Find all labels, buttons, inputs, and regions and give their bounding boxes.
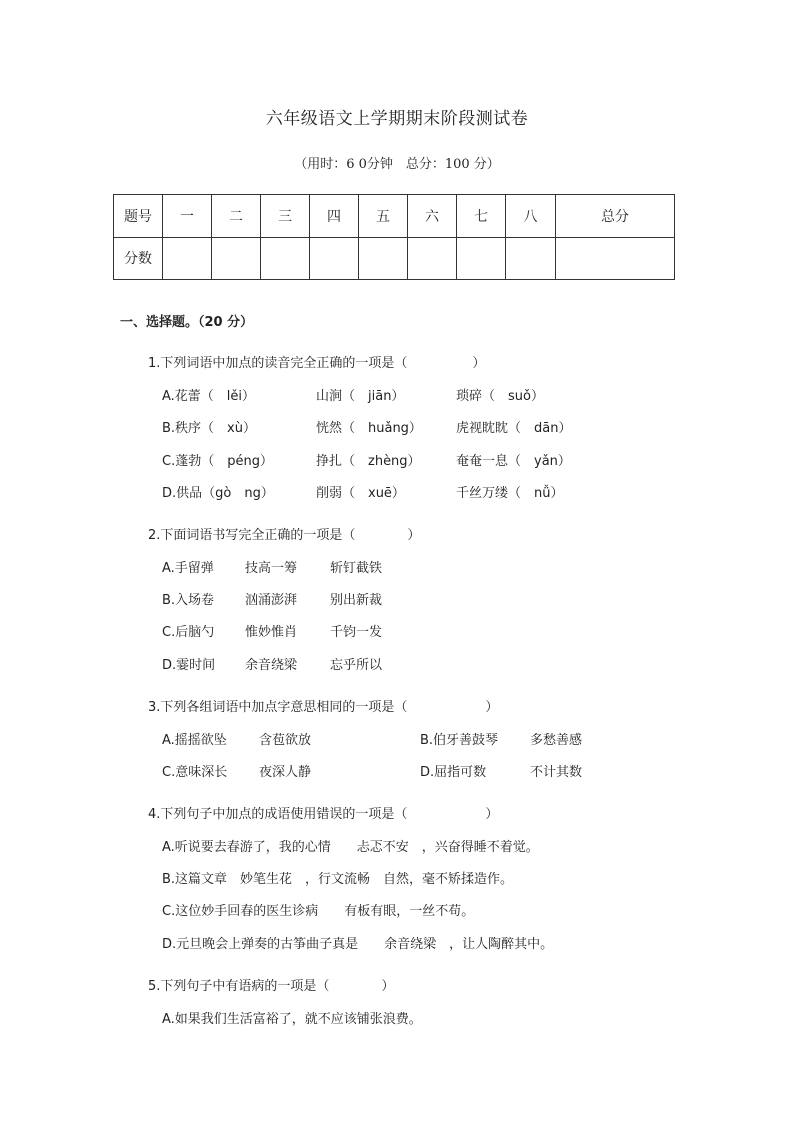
header-cell-8: 八: [506, 195, 556, 238]
question-4-option: D.元旦晚会上弹奏的古筝曲子真是 余音绕梁 ，让人陶醉其中。: [162, 937, 554, 952]
question-1-option: 千丝万缕（ nǚ）: [456, 486, 564, 501]
question-3-option: C.意味深长: [162, 765, 228, 780]
question-1-stem: 1.下列词语中加点的读音完全正确的一项是（ ）: [148, 356, 486, 371]
score-cell: [261, 237, 310, 280]
question-4-option: A.听说要去春游了，我的心情 忐忑不安 ，兴奋得睡不着觉。: [162, 840, 539, 855]
header-cell-4: 四: [310, 195, 359, 238]
question-1-option: 挣扎（ zhèng）: [316, 454, 421, 469]
question-2-option: C.后脑勺: [162, 625, 215, 640]
exam-info: （用时：6 0分钟 总分：100 分）: [294, 157, 500, 172]
score-cell: [359, 237, 408, 280]
score-cell: [310, 237, 359, 280]
page-title: 六年级语文上学期期末阶段测试卷: [265, 109, 529, 129]
question-1-option: C.蓬勃（ péng）: [162, 454, 273, 469]
question-1-option: 奄奄一息（ yǎn）: [456, 454, 571, 469]
question-4-stem: 4.下列句子中加点的成语使用错误的一项是（ ）: [148, 807, 499, 822]
question-2-stem: 2.下面词语书写完全正确的一项是（ ）: [148, 528, 421, 543]
question-3-option: 夜深人静: [259, 765, 312, 780]
question-2-option: 斩钉截铁: [330, 561, 383, 576]
header-cell-5: 五: [359, 195, 408, 238]
question-2-option: B.入场卷: [162, 593, 215, 608]
question-3-stem: 3.下列各组词语中加点字意思相同的一项是（ ）: [148, 700, 499, 715]
score-table-header-row: [114, 195, 675, 238]
score-cell: [457, 237, 506, 280]
question-1-option: 削弱（ xuē）: [316, 486, 405, 501]
question-3-option: B.伯牙善鼓琴: [420, 733, 499, 748]
score-cell: [506, 237, 556, 280]
question-2-option: 惟妙惟肖: [245, 625, 298, 640]
question-3-option: 不计其数: [530, 765, 583, 780]
question-1-option: 山涧（ jiān）: [316, 389, 405, 404]
question-5-option: A.如果我们生活富裕了，就不应该铺张浪费。: [162, 1012, 422, 1027]
question-1-option: D.供品（gò ng）: [162, 486, 274, 501]
score-table-score-row: [114, 237, 675, 280]
question-1-option: B.秩序（ xù）: [162, 421, 256, 436]
score-table: [113, 194, 675, 280]
header-cell-2: 二: [212, 195, 261, 238]
score-row-label: 分数: [114, 237, 163, 280]
header-cell-7: 七: [457, 195, 506, 238]
question-3-option: D.屈指可数: [420, 765, 487, 780]
question-2-option: A.手留弹: [162, 561, 214, 576]
question-3-option: 多愁善感: [530, 733, 583, 748]
question-4-option: B.这篇文章 妙笔生花 ，行文流畅 自然，毫不矫揉造作。: [162, 872, 514, 887]
question-1-option: 虎视眈眈（ dān）: [456, 421, 572, 436]
question-2-option: 技高一筹: [245, 561, 298, 576]
score-cell: [212, 237, 261, 280]
question-2-option: 汹涌澎湃: [245, 593, 298, 608]
question-1-option: 琐碎（ suǒ）: [456, 389, 544, 404]
question-1-option: A.花蕾（ lěi）: [162, 389, 256, 404]
score-cell: [163, 237, 212, 280]
question-2-option: 余音绕梁: [245, 658, 298, 673]
header-cell-1: 一: [163, 195, 212, 238]
question-3-option: A.摇摇欲坠: [162, 733, 227, 748]
question-4-option: C.这位妙手回春的医生诊病 有板有眼，一丝不苟。: [162, 904, 475, 919]
question-5-stem: 5.下列句子中有语病的一项是（ ）: [148, 979, 395, 994]
score-cell: [408, 237, 457, 280]
score-cell-total: [556, 237, 675, 280]
section-title: 一、选择题。（20 分）: [120, 315, 254, 330]
question-3-option: 含苞欲放: [259, 733, 312, 748]
question-1-option: 恍然（ huǎng）: [316, 421, 422, 436]
header-cell-label: 题号: [114, 195, 163, 238]
header-cell-total: 总分: [556, 195, 675, 238]
question-2-option: 千钧一发: [330, 625, 383, 640]
header-cell-6: 六: [408, 195, 457, 238]
header-cell-3: 三: [261, 195, 310, 238]
question-2-option: D.霎时间: [162, 658, 216, 673]
question-2-option: 别出新裁: [330, 593, 383, 608]
question-2-option: 忘乎所以: [330, 658, 383, 673]
